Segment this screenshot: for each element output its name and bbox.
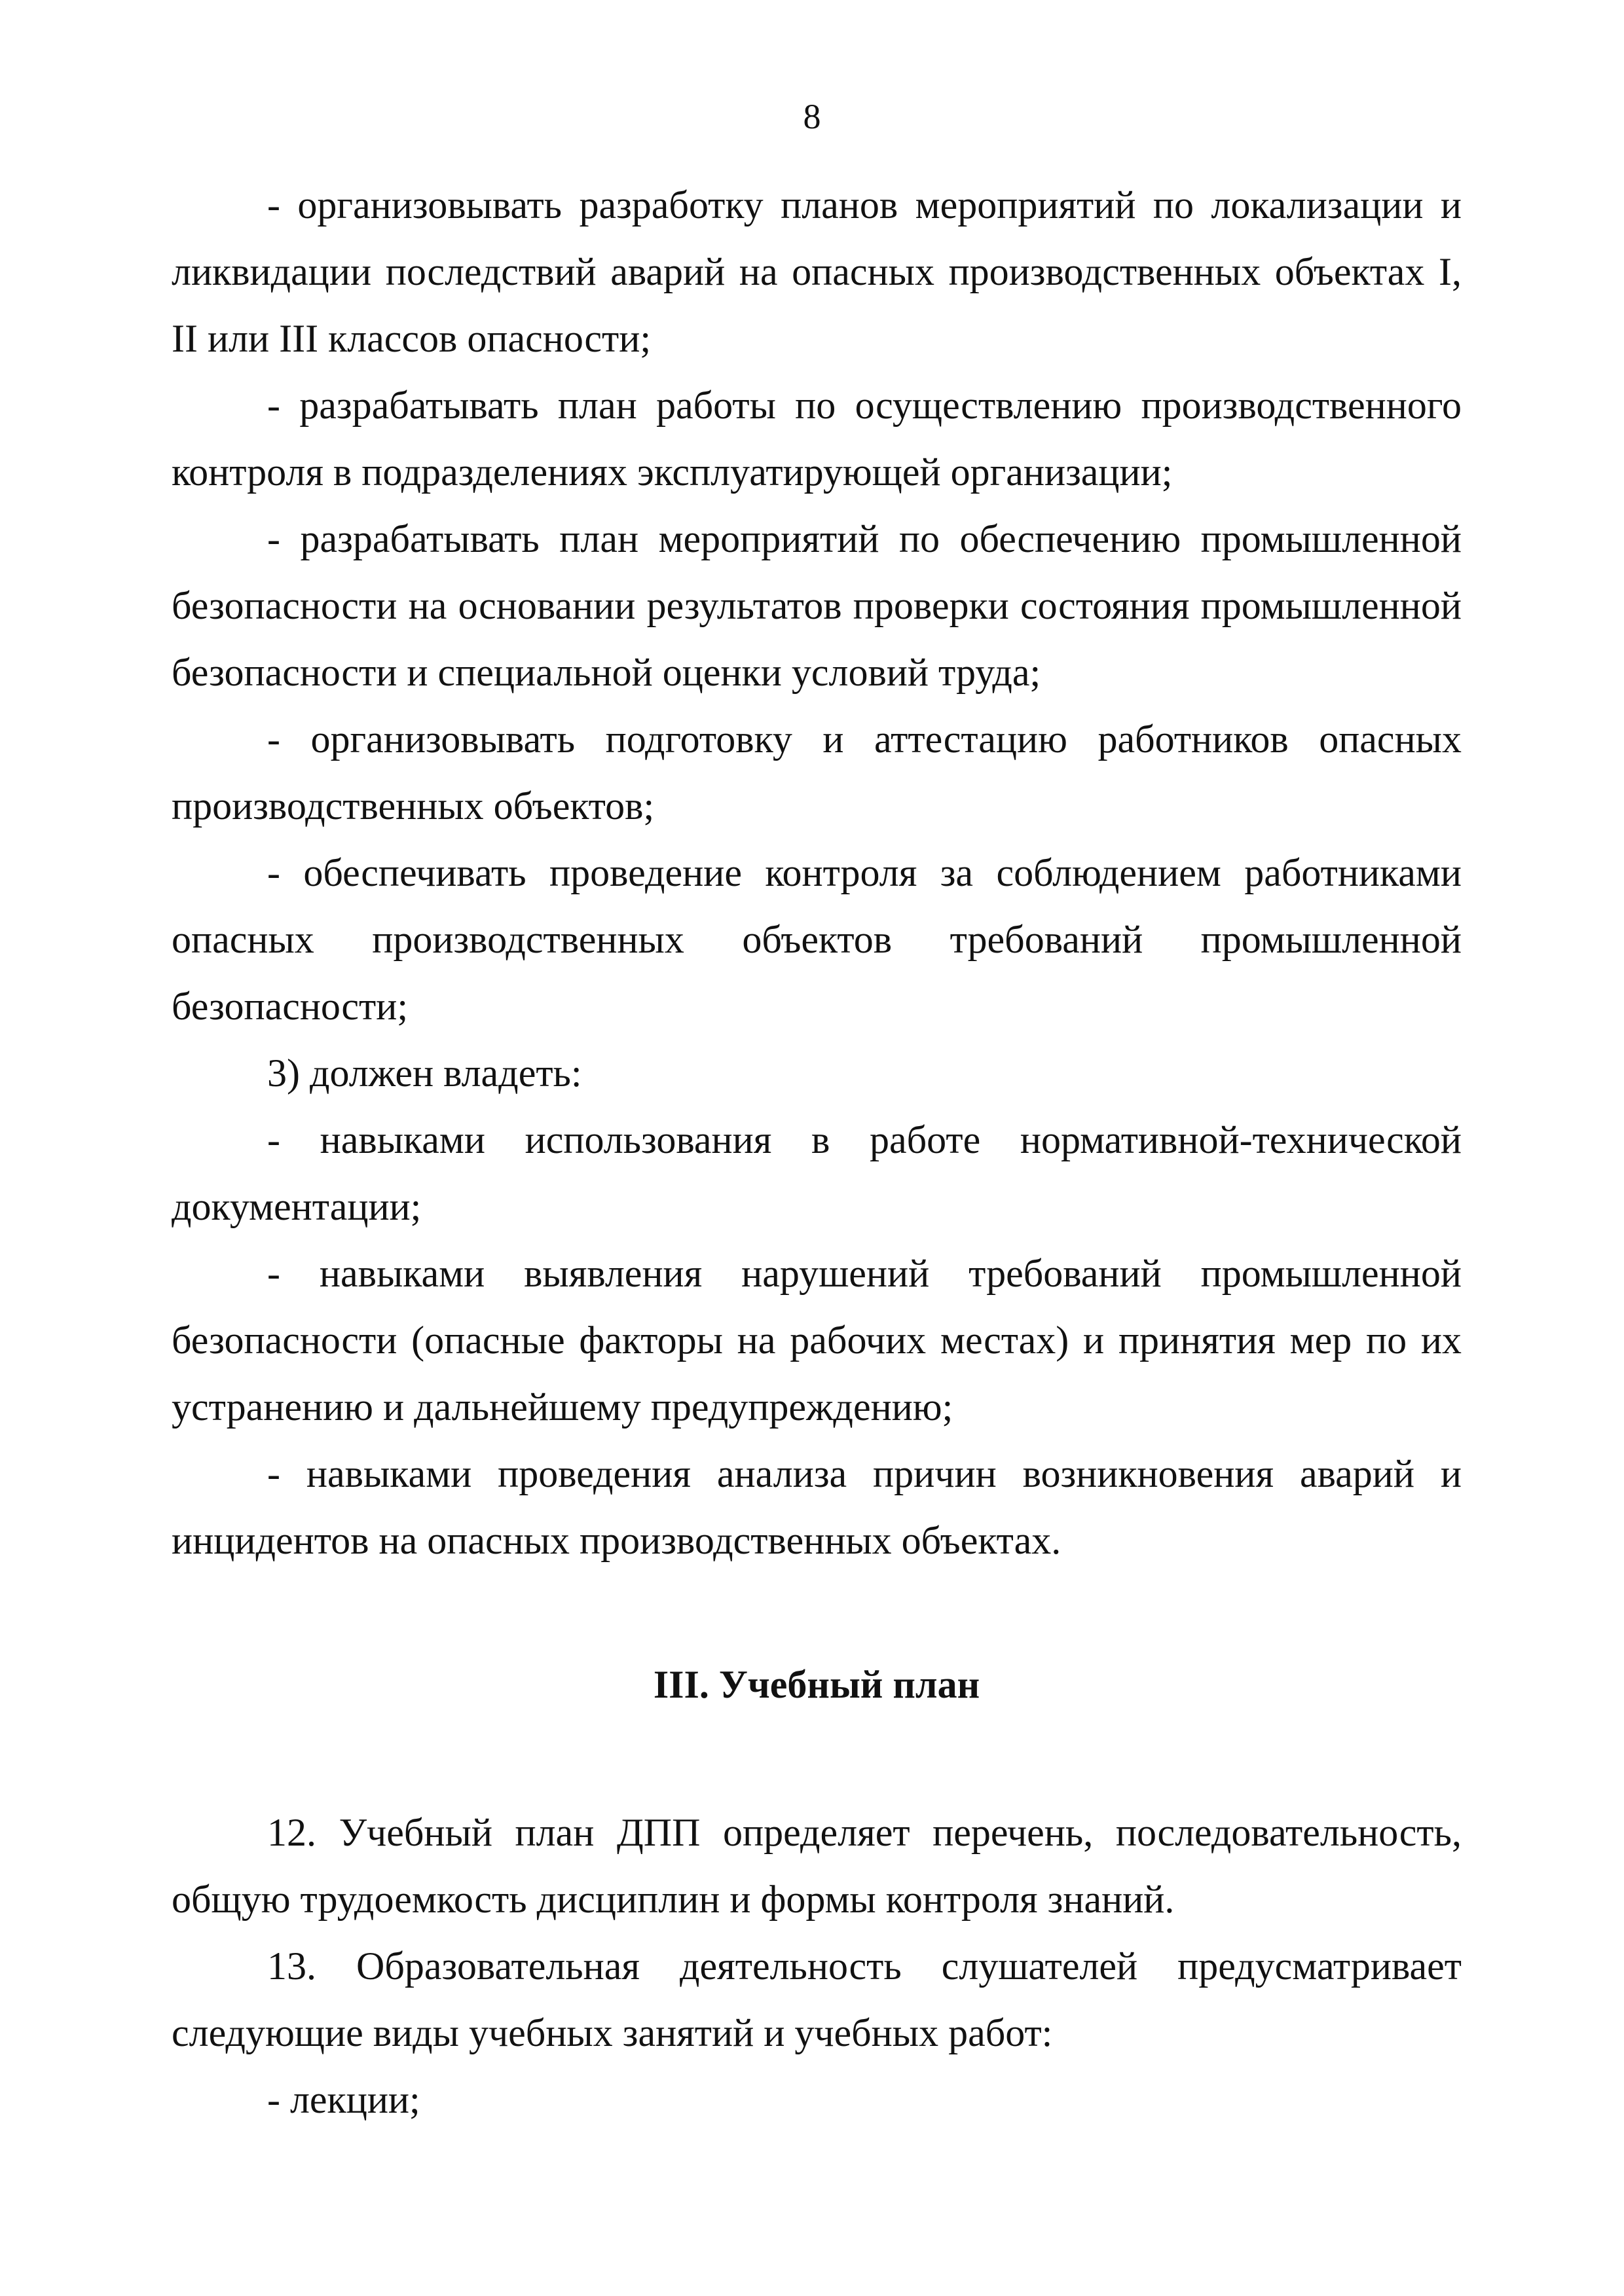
paragraph: - разрабатывать план мероприятий по обеспечению промышленной безопасности на основании результатов проверки состояния промышленной безопасности и специальной оценки условий труда; [172, 517, 1462, 694]
paragraph: - организовывать подготовку и аттестацию работников опасных производственных объектов; [172, 718, 1462, 828]
paragraph: 12. Учебный план ДПП определяет перечень, последовательность, общую трудоемкость дисциплин и формы контроля знаний. [172, 1811, 1462, 1921]
document-body [172, 172, 1462, 2133]
paragraph: - разрабатывать план работы по осуществлению производственного контроля в подразделениях эксплуатирующей организации; [172, 384, 1462, 494]
paragraph: - организовывать разработку планов мероприятий по локализации и ликвидации последствий аварий на опасных производственных объектах I, II или III классов опасности; [172, 183, 1462, 360]
paragraph: - навыками проведения анализа причин возникновения аварий и инцидентов на опасных производственных объектах. [172, 1452, 1462, 1562]
paragraph: - навыками выявления нарушений требований промышленной безопасности (опасные факторы на рабочих местах) и принятия мер по их устранению и дальнейшему предупреждению; [172, 1252, 1462, 1429]
paragraph: - навыками использования в работе нормативной-технической документации; [172, 1118, 1462, 1228]
paragraph: 3) должен владеть: [267, 1051, 582, 1095]
page-number: 8 [803, 97, 821, 136]
paragraph: - лекции; [267, 2078, 420, 2121]
paragraph: 13. Образовательная деятельность слушателей предусматривает следующие виды учебных занятий и учебных работ: [172, 1944, 1462, 2054]
section-heading: III. Учебный план [653, 1663, 980, 1706]
paragraph: - обеспечивать проведение контроля за соблюдением работниками опасных производственных объектов требований промышленной безопасности; [172, 851, 1462, 1028]
